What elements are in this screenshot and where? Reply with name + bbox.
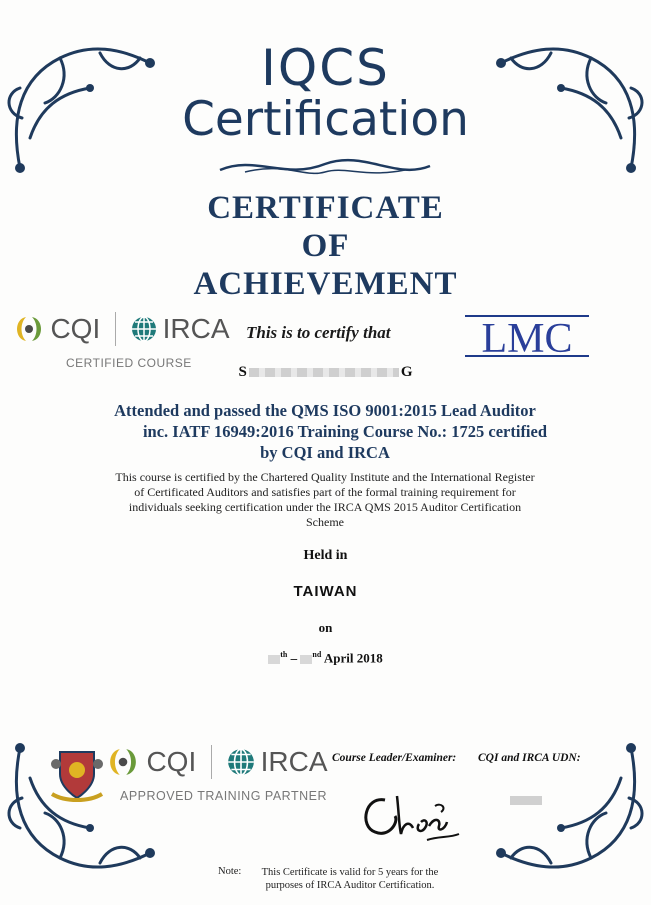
- examiner-signature: [355, 786, 465, 848]
- recipient-last-letter: G: [400, 364, 413, 380]
- redacted-udn: [510, 796, 542, 805]
- course-leader-label: Course Leader/Examiner:: [332, 752, 457, 764]
- certify-text: This is to certify that: [246, 323, 391, 342]
- date-suffix-2: nd: [312, 650, 322, 659]
- brand-certification: Certification: [182, 92, 469, 147]
- irca-text: IRCA: [162, 313, 230, 344]
- statement-text: [70, 470, 580, 530]
- statement-line-2: of Certificated Auditors and satisfies part of the formal training requirement for: [134, 485, 516, 499]
- date-suffix-1: th: [280, 650, 288, 659]
- achievement-text: [60, 400, 590, 463]
- note-line-2: purposes of IRCA Auditor Certification.: [265, 880, 435, 891]
- title-certificate: CERTIFICATE: [207, 190, 444, 226]
- globe-icon-bottom: [226, 747, 256, 777]
- achievement-line-1: Attended and passed the QMS ISO 9001:2015 Lead Auditor: [114, 401, 536, 420]
- achievement-line-3: by CQI and IRCA: [260, 443, 390, 462]
- note-line-1: This Certificate is valid for 5 years for the: [261, 867, 439, 878]
- cqi-mark-icon-bottom: [104, 747, 142, 777]
- swash-divider: [215, 150, 435, 184]
- logo-separator-bottom: [211, 745, 212, 779]
- course-dates: [0, 650, 651, 666]
- brand-iqcs: IQCS: [261, 39, 390, 97]
- statement-line-1: This course is certified by the Chartered Quality Institute and the International Register: [115, 470, 535, 484]
- redacted-name: [249, 368, 399, 377]
- held-in-label: Held in: [303, 548, 348, 563]
- recipient-name: [0, 364, 651, 381]
- globe-icon: [130, 315, 158, 343]
- date-dash: –: [290, 650, 298, 666]
- irca-text-bottom: IRCA: [260, 746, 328, 777]
- iqcs-crest-icon: [50, 744, 104, 802]
- redacted-start-day: [268, 655, 280, 664]
- country: TAIWAN: [293, 583, 358, 600]
- logo-separator: [115, 312, 116, 346]
- udn-label: CQI and IRCA UDN:: [478, 752, 581, 764]
- cqi-text-bottom: CQI: [146, 746, 197, 777]
- cqi-irca-certified-logo: [12, 312, 230, 370]
- recipient-first-letter: S: [238, 364, 247, 380]
- statement-line-3: individuals seeking certification under the IRCA QMS 2015 Auditor Certification: [128, 500, 522, 514]
- note-text: [255, 866, 445, 892]
- redacted-end-day: [300, 655, 312, 664]
- achievement-line-2: inc. IATF 16949:2016 Training Course No.: 1725 certified: [142, 422, 548, 441]
- date-month-year: April 2018: [323, 650, 383, 666]
- title-achievement: ACHIEVEMENT: [193, 266, 458, 302]
- on-label: on: [318, 620, 333, 635]
- lmc-text: LMC: [481, 316, 573, 358]
- statement-line-4: Scheme: [306, 515, 344, 529]
- certified-course-label: CERTIFIED COURSE: [66, 356, 192, 370]
- cqi-irca-approved-logo: [104, 745, 328, 803]
- title-of: OF: [301, 228, 350, 264]
- cqi-mark-icon: [12, 315, 46, 343]
- lmc-logo: [465, 314, 589, 358]
- note-label: Note:: [218, 866, 242, 877]
- approved-partner-label: APPROVED TRAINING PARTNER: [120, 789, 327, 803]
- cqi-text: CQI: [50, 313, 101, 344]
